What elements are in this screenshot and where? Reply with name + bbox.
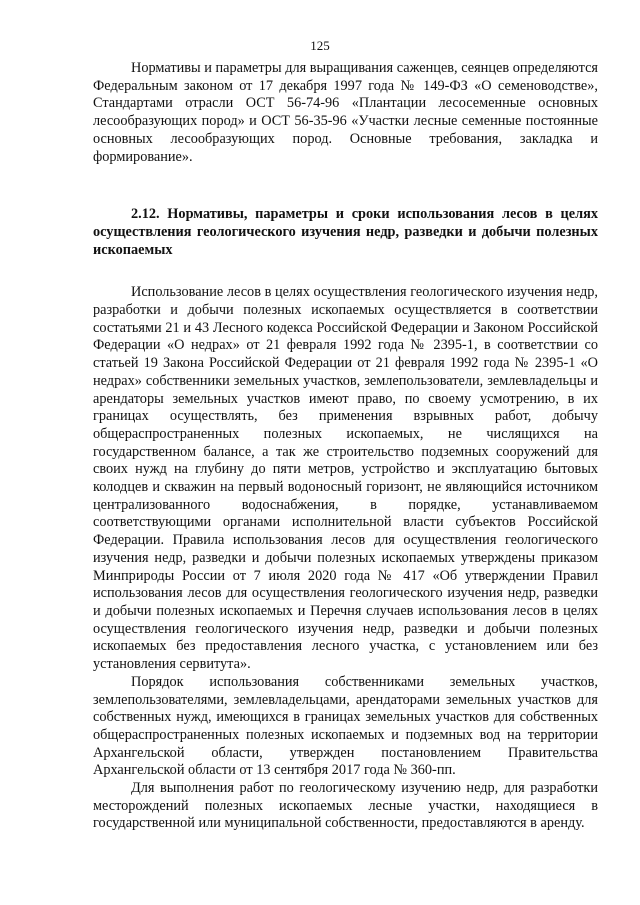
page-number: 125 (310, 38, 330, 53)
body-paragraph-3: Для выполнения работ по геологическому изучению недр, для разработки месторождений полезных ископаемых лесные участки, находящиеся в государственной или муниципальной собственности, предоставляются в аренду. (93, 780, 598, 832)
section-spacer (93, 259, 598, 284)
body-paragraph-2: Порядок использования собственниками земельных участков, землепользователями, землевладельцами, арендаторами земельных участков для собственных нужд, имеющихся в границах земельных участков для собственных общераспространенных полезных ископаемых и подземных вод на территории Архангельской области, утвержден постановлением Правительства Архангельской области от 13 сентября 2017 года № 360-пп. (93, 673, 598, 779)
document-body (93, 60, 598, 833)
section-heading: 2.12. Нормативы, параметры и сроки использования лесов в целях осуществления геологического изучения недр, разведки и добычи полезных ископаемых (93, 206, 598, 258)
intro-paragraph: Нормативы и параметры для выращивания саженцев, сеянцев определяются Федеральным законом от 17 декабря 1997 года № 149-ФЗ «О семеноводстве», Стандартами отрасли ОСТ 56-74-96 «Плантации лесосеменные основных лесообразующих пород» и ОСТ 56-35-96 «Участки лесные семенные постоянные основных лесообразующих пород. Основные требования, закладка и формирование». (93, 60, 598, 165)
body-paragraph-1: Использование лесов в целях осуществления геологического изучения недр, разработки и добычи полезных ископаемых осуществляется в соответствии состатьями 21 и 43 Лесного кодекса Российской Федерации и Законом Российской Федерации «О недрах» от 21 февраля 1992 года № 2395-1, в соответствии со статьей 19 Закона Российской Федерации от 21 февраля 1992 года № 2395-1 «О недрах» собственники земельных участков, землепользователи, землевладельцы и арендаторы земельных участков имеют право, по своему усмотрению, в их границах осуществлять, без применения взрывных работ, добычу общераспространенных полезных ископаемых, не числящихся на государственном балансе, а так же строительство подземных сооружений для своих нужд на глубину до пяти метров, устройство и эксплуатацию бытовых колодцев и скважин на первый водоносный горизонт, не являющийся источником централизованного водоснабжения, в порядке, устанавливаемом соответствующими органами исполнительной власти субъектов Российской Федерации. Правила использования лесов для осуществления геологического изучения недр, разведки и добычи полезных ископаемых утверждены приказом Минприроды России от 7 июля 2020 года № 417 «Об утверждении Правил использования лесов для осуществления геологического изучения недр, разведки и добычи полезных ископаемых и Перечня случаев использования лесов в целях осуществления геологического изучения недр, разведки и добычи полезных ископаемых без предоставления лесного участка, с установлением или без установления сервитута». (93, 284, 598, 673)
